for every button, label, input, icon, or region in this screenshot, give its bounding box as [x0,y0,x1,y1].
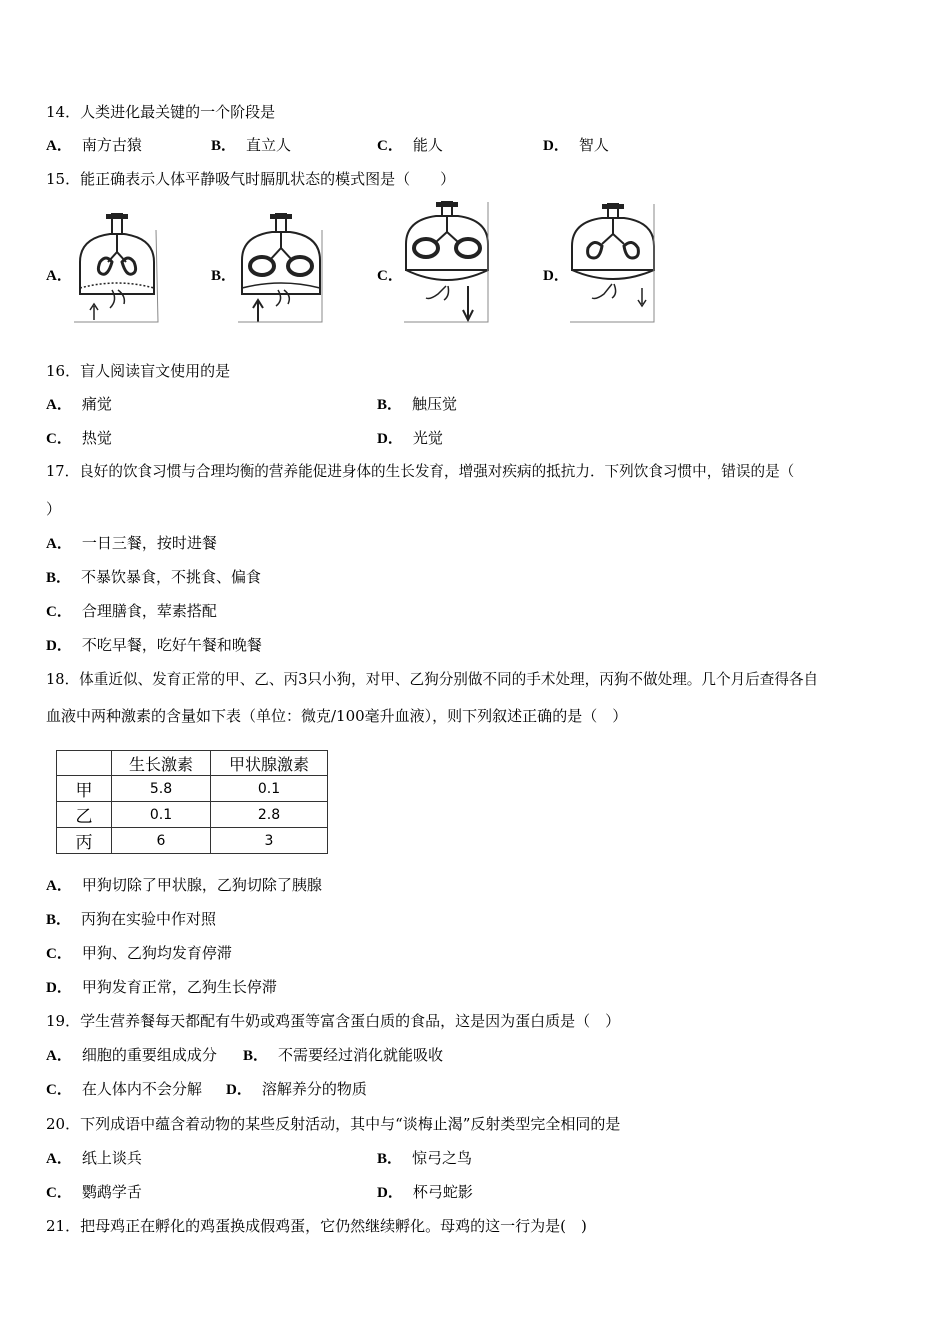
hormone-table [56,750,328,854]
table-cell: 5.8 [112,776,211,802]
q19-option-b: B． 不需要经过消化就能吸收 [243,1046,444,1064]
table-cell: 6 [112,828,211,854]
q14-option-d [543,135,609,156]
q17-option-a: A． 一日三餐，按时进餐 [46,534,217,552]
q17-option-d: D． 不吃早餐，吃好午餐和晚餐 [46,636,262,654]
table-row [57,828,328,854]
q18-option-b: B． 丙狗在实验中作对照 [46,910,217,928]
bell-jar-diaphragm-diagram-c [402,198,492,326]
q20-option-c: C． 鹦鹉学舌 [46,1183,142,1201]
option-label: A． [46,138,72,154]
q17-option-c: C． 合理膳食，荤素搭配 [46,602,217,620]
q17-stem-line2: ） [46,500,62,518]
q14-option-c [377,135,443,156]
q19-option-c: C． 在人体内不会分解 [46,1080,202,1098]
bell-jar-diaphragm-diagram-d [568,200,658,326]
q16-stem: 16．盲人阅读盲文使用的是 [46,362,231,380]
q18-stem-line1: 18．体重近似、发育正常的甲、乙、丙3只小狗，对甲、乙狗分别做不同的手术处理，丙狗不做处理。几个月后查得各自 [46,671,819,688]
q18-option-d: D． 甲狗发育正常，乙狗生长停滞 [46,978,277,996]
q19-option-a: A． 细胞的重要组成成分 [46,1046,217,1064]
option-text: 南方古猿 [81,136,142,154]
q17-stem-line1: 17．良好的饮食习惯与合理均衡的营养能促进身体的生长发育，增强对疾病的抵抗力．下列饮食习惯中，错误的是（ [46,463,795,480]
bell-jar-diaphragm-diagram-a [72,210,162,326]
q17-option-b: B． 不暴饮暴食，不挑食、偏食 [46,568,262,586]
q16-option-a: A． 痛觉 [46,395,112,413]
option-label: D． [543,138,569,154]
q16-option-c: C． 热觉 [46,429,112,447]
q19-stem: 19．学生营养餐每天都配有牛奶或鸡蛋等富含蛋白质的食品，这是因为蛋白质是（ ） [46,1012,621,1030]
q16-option-b: B． 触压觉 [377,395,458,413]
q18-stem-line2: 血液中两种激素的含量如下表（单位：微克/100毫升血液），则下列叙述正确的是（ ） [46,707,628,725]
q14-option-a [46,135,142,156]
q20-option-b: B． 惊弓之鸟 [377,1149,473,1167]
q19-option-d: D． 溶解养分的物质 [226,1080,367,1098]
table-cell: 2.8 [211,802,328,828]
option-label: B． [211,138,237,154]
table-header-cell [57,751,112,776]
table-header-cell: 甲状腺激素 [211,751,328,776]
q20-option-d: D． 杯弓蛇影 [377,1183,473,1201]
option-text: 智人 [578,136,609,154]
q20-stem: 20．下列成语中蕴含着动物的某些反射活动，其中与“谈梅止渴”反射类型完全相同的是 [46,1115,621,1133]
q15-figure-d-label: D． [543,268,569,284]
q18-option-a: A． 甲狗切除了甲状腺，乙狗切除了胰腺 [46,876,322,894]
option-text: 能人 [412,136,443,154]
q15-figure-b-label: B． [211,268,237,284]
q15-figure-a-label: A． [46,268,72,284]
q15-figure-c-label: C． [377,268,403,284]
table-row [57,802,328,828]
q20-option-a: A． 纸上谈兵 [46,1149,142,1167]
option-label: C． [377,138,403,154]
q15-stem: 15．能正确表示人体平静吸气时膈肌状态的模式图是（ ） [46,170,456,188]
table-row [57,776,328,802]
table-cell: 3 [211,828,328,854]
q18-option-c: C． 甲狗、乙狗均发育停滞 [46,944,232,962]
table-cell: 0.1 [112,802,211,828]
q21-stem: 21．把母鸡正在孵化的鸡蛋换成假鸡蛋，它仍然继续孵化。母鸡的这一行为是( ) [46,1217,587,1235]
table-cell: 乙 [57,802,112,828]
q16-option-d: D． 光觉 [377,429,443,447]
table-cell: 0.1 [211,776,328,802]
table-header-row [57,751,328,776]
table-header-cell: 生长激素 [112,751,211,776]
option-text: 直立人 [246,136,292,154]
q14-option-b [211,135,291,156]
q14-stem: 14．人类进化最关键的一个阶段是 [46,103,276,121]
bell-jar-diaphragm-diagram-b [236,210,326,326]
table-cell: 丙 [57,828,112,854]
table-cell: 甲 [57,776,112,802]
